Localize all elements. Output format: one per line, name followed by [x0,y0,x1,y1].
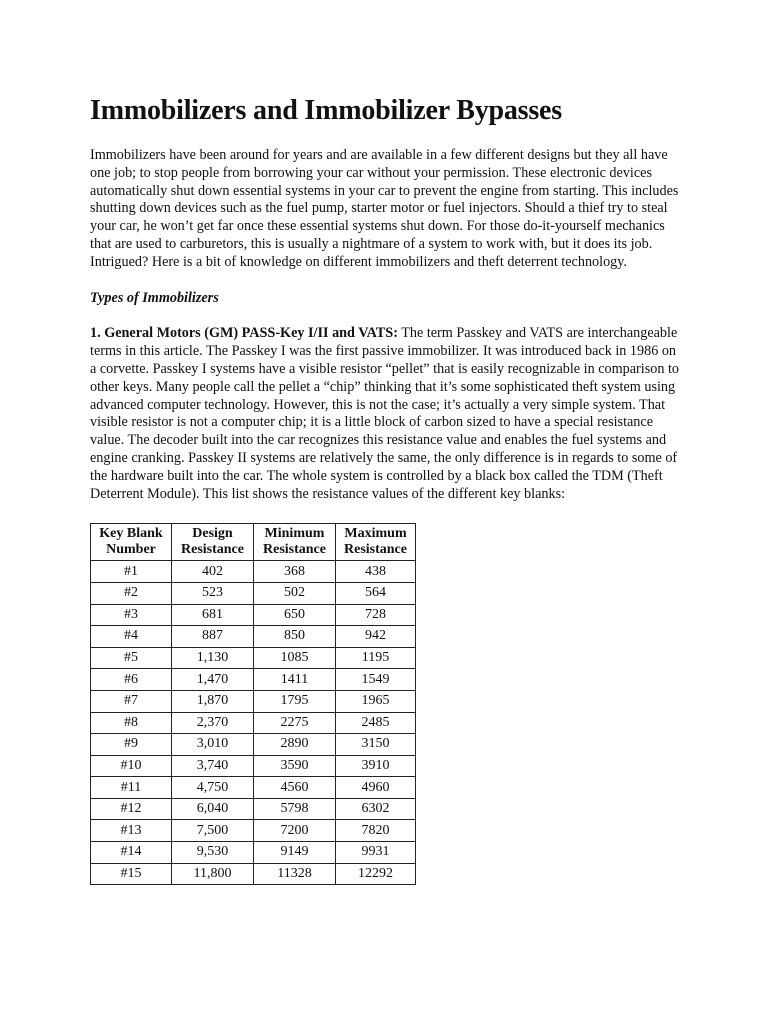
resistance-table [90,523,416,885]
minimum-resistance-cell: 850 [254,626,336,648]
header-minimum-resistance: Minimum Resistance [254,524,336,561]
table-row [91,647,416,669]
design-resistance-cell: 402 [172,561,254,583]
key-blank-cell: #15 [91,863,172,885]
key-blank-cell: #1 [91,561,172,583]
key-blank-cell: #6 [91,669,172,691]
table-row [91,734,416,756]
maximum-resistance-cell: 12292 [336,863,416,885]
minimum-resistance-cell: 1411 [254,669,336,691]
design-resistance-cell: 887 [172,626,254,648]
maximum-resistance-cell: 2485 [336,712,416,734]
key-blank-cell: #4 [91,626,172,648]
maximum-resistance-cell: 1965 [336,690,416,712]
design-resistance-cell: 1,470 [172,669,254,691]
minimum-resistance-cell: 5798 [254,798,336,820]
minimum-resistance-cell: 1795 [254,690,336,712]
minimum-resistance-cell: 11328 [254,863,336,885]
table-row [91,755,416,777]
design-resistance-cell: 7,500 [172,820,254,842]
maximum-resistance-cell: 1195 [336,647,416,669]
table-row [91,626,416,648]
maximum-resistance-cell: 564 [336,582,416,604]
section-heading: Types of Immobilizers [90,289,219,306]
document-page [90,92,680,885]
key-blank-cell: #5 [91,647,172,669]
key-blank-cell: #9 [91,734,172,756]
key-blank-cell: #7 [91,690,172,712]
key-blank-cell: #3 [91,604,172,626]
minimum-resistance-cell: 2890 [254,734,336,756]
design-resistance-cell: 1,130 [172,647,254,669]
maximum-resistance-cell: 4960 [336,777,416,799]
table-row [91,863,416,885]
design-resistance-cell: 9,530 [172,842,254,864]
table-row [91,798,416,820]
maximum-resistance-cell: 7820 [336,820,416,842]
maximum-resistance-cell: 728 [336,604,416,626]
gm-body: The term Passkey and VATS are interchangeable terms in this article. The Passkey I was the first passive immobilizer. It was introduced back in 1986 on a corvette. Passkey I systems have a visible resistor “pellet” that is easily recognizable in comparison to other keys. Many people call the pellet a “chip” thinking that it’s some sophisticated theft system using advanced computer technology. However, this is not the case; it’s actually a very simple system. That visible resistor is not a computer chip; it is a little block of carbon sized to have a special resistance value. The decoder built into the car recognizes this resistance value and enables the fuel systems and engine cranking. Passkey II systems are relatively the same, the only difference is in regards to some of the hardware built into the car. The whole system is controlled by a black box called the TDM (Theft Deterrent Module). This list shows the resistance values of the different key blanks: [90,325,679,502]
gm-heading: 1. General Motors (GM) PASS-Key I/II and VATS: [90,325,398,342]
maximum-resistance-cell: 438 [336,561,416,583]
minimum-resistance-cell: 650 [254,604,336,626]
key-blank-cell: #2 [91,582,172,604]
table-row [91,669,416,691]
key-blank-cell: #13 [91,820,172,842]
maximum-resistance-cell: 6302 [336,798,416,820]
table-body [91,561,416,885]
table-row [91,690,416,712]
table-row [91,561,416,583]
table-row [91,712,416,734]
minimum-resistance-cell: 368 [254,561,336,583]
table-row [91,582,416,604]
header-maximum-resistance: Maximum Resistance [336,524,416,561]
minimum-resistance-cell: 1085 [254,647,336,669]
table-header-row [91,524,416,561]
design-resistance-cell: 11,800 [172,863,254,885]
maximum-resistance-cell: 9931 [336,842,416,864]
header-design-resistance: Design Resistance [172,524,254,561]
minimum-resistance-cell: 3590 [254,755,336,777]
page-title: Immobilizers and Immobilizer Bypasses [90,95,562,126]
gm-paragraph [90,325,680,503]
design-resistance-cell: 4,750 [172,777,254,799]
maximum-resistance-cell: 942 [336,626,416,648]
minimum-resistance-cell: 9149 [254,842,336,864]
table-row [91,842,416,864]
key-blank-cell: #11 [91,777,172,799]
maximum-resistance-cell: 3150 [336,734,416,756]
design-resistance-cell: 3,010 [172,734,254,756]
table-row [91,604,416,626]
minimum-resistance-cell: 2275 [254,712,336,734]
key-blank-cell: #12 [91,798,172,820]
key-blank-cell: #8 [91,712,172,734]
design-resistance-cell: 3,740 [172,755,254,777]
maximum-resistance-cell: 3910 [336,755,416,777]
maximum-resistance-cell: 1549 [336,669,416,691]
minimum-resistance-cell: 4560 [254,777,336,799]
design-resistance-cell: 1,870 [172,690,254,712]
design-resistance-cell: 523 [172,582,254,604]
key-blank-cell: #14 [91,842,172,864]
minimum-resistance-cell: 502 [254,582,336,604]
minimum-resistance-cell: 7200 [254,820,336,842]
design-resistance-cell: 2,370 [172,712,254,734]
header-key-blank: Key Blank Number [91,524,172,561]
intro-paragraph: Immobilizers have been around for years and are available in a few different designs but they all have one job; to stop people from borrowing your car without your permission. These electronic devices automatically shut down essential systems in your car to prevent the engine from starting. This includes shutting down devices such as the fuel pump, starter motor or fuel injectors. Should a thief try to steal your car, he won’t get far once these essential systems shut down. For those do-it-yourself mechanics that are used to carburetors, this is usually a nightmare of a system to work with, but it does its job. Intrigued? Here is a bit of knowledge on different immobilizers and theft deterrent technology. [90,147,679,270]
table-row [91,820,416,842]
table-row [91,777,416,799]
key-blank-cell: #10 [91,755,172,777]
design-resistance-cell: 681 [172,604,254,626]
design-resistance-cell: 6,040 [172,798,254,820]
